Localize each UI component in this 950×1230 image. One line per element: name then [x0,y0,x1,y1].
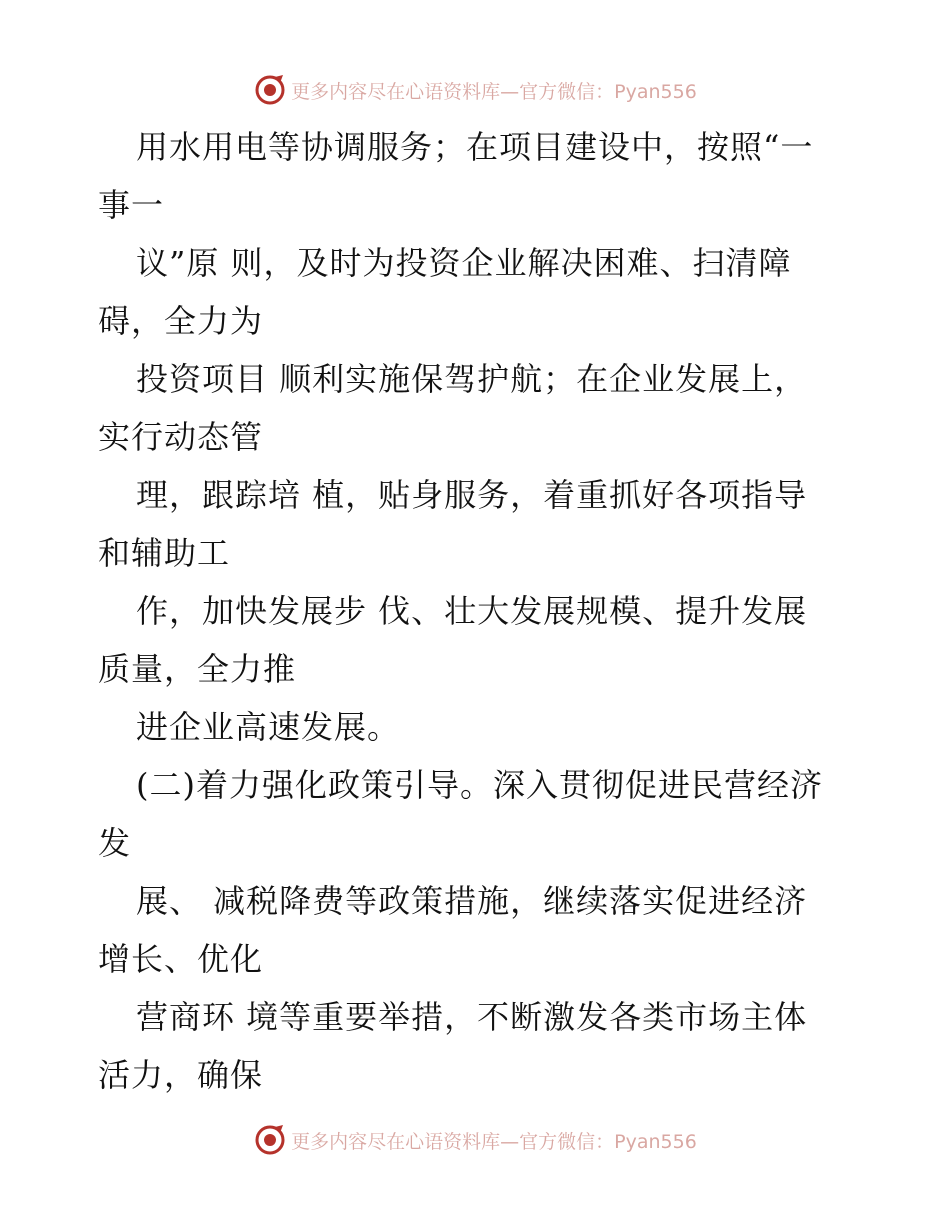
body-text-line: 质量，全力推 [98,650,297,688]
body-text-line: 实行动态管 [98,418,264,456]
header-watermark-text: 更多内容尽在心语资料库—官方微信：Pyan556 [291,80,697,103]
body-text-line: 活力，确保 [98,1056,264,1094]
body-text-line: 增长、优化 [98,940,264,978]
body-text-line: 展、 减税降费等政策措施，继续落实促进经济 [136,882,808,920]
body-text-line: 碍，全力为 [98,302,264,340]
footer-watermark-banner [0,1120,950,1160]
body-text-line: 作，加快发展步 伐、壮大发展规模、提升发展 [136,592,808,630]
brand-logo-icon [253,73,287,107]
body-text-line: 事一 [98,186,165,224]
footer-watermark-text: 更多内容尽在心语资料库—官方微信：Pyan556 [291,1130,697,1153]
body-text-line: 议”原 则，及时为投资企业解决困难、扫清障 [136,244,792,282]
body-text-line: 发 [98,824,132,862]
body-text-line: (二)着力强化政策引导。深入贯彻促进民营经济 [136,766,823,804]
body-text-line: 用水用电等协调服务；在项目建设中，按照“一 [136,128,814,166]
document-body [98,118,858,1104]
body-text-line: 营商环 境等重要举措，不断激发各类市场主体 [136,998,808,1036]
body-text-line: 投资项目 顺利实施保驾护航；在企业发展上， [136,360,808,398]
body-text-line: 进企业高速发展。 [136,708,401,746]
brand-logo-icon [253,1123,287,1157]
body-text-line: 理，跟踪培 植，贴身服务，着重抓好各项指导 [136,476,808,514]
body-text-line: 和辅助工 [98,534,231,572]
header-watermark-banner [0,70,950,110]
